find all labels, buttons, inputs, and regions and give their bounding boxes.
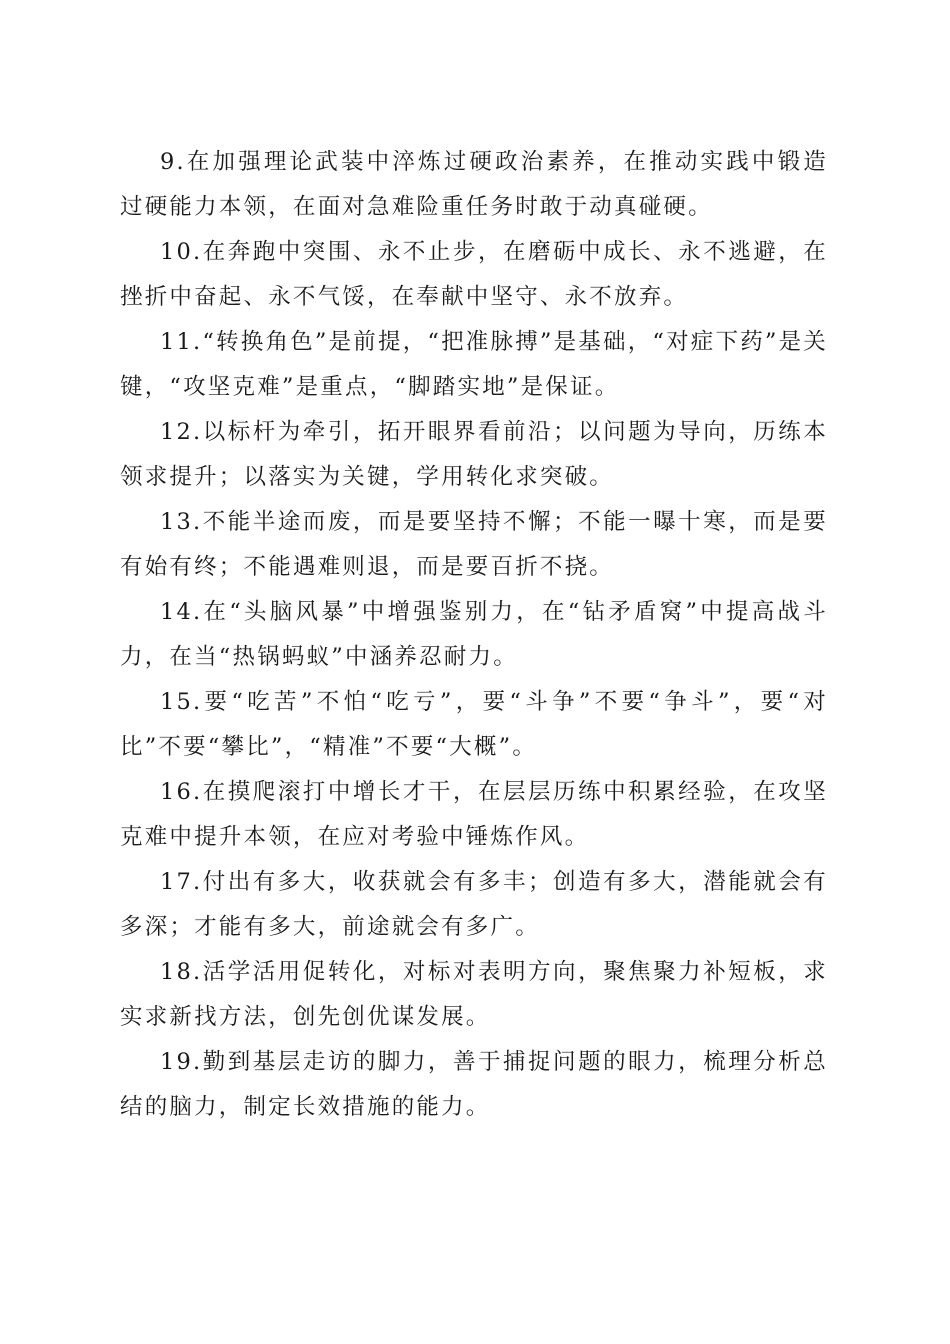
paragraph-18: 18.活学活用促转化，对标对表明方向，聚焦聚力补短板，求实求新找方法，创先创优谋发展。	[120, 959, 828, 1030]
paragraph-19: 19.勤到基层走访的脚力，善于捕捉问题的眼力，梳理分析总结的脑力，制定长效措施的能力。	[120, 1049, 828, 1120]
paragraph-16: 16.在摸爬滚打中增长才干，在层层历练中积累经验，在攻坚克难中提升本领，在应对考验中锤炼作风。	[120, 779, 828, 850]
document-body	[120, 140, 828, 1130]
paragraph-12: 12.以标杆为牵引，拓开眼界看前沿；以问题为导向，历练本领求提升；以落实为关键，学用转化求突破。	[120, 419, 828, 490]
paragraph-9: 9.在加强理论武装中淬炼过硬政治素养，在推动实践中锻造过硬能力本领，在面对急难险重任务时敢于动真碰硬。	[120, 149, 828, 220]
paragraph-10: 10.在奔跑中突围、永不止步，在磨砺中成长、永不逃避，在挫折中奋起、永不气馁，在奉献中坚守、永不放弃。	[120, 239, 828, 310]
paragraph-13: 13.不能半途而废，而是要坚持不懈；不能一曝十寒，而是要有始有终；不能遇难则退，而是要百折不挠。	[120, 509, 828, 580]
paragraph-17: 17.付出有多大，收获就会有多丰；创造有多大，潜能就会有多深；才能有多大，前途就会有多广。	[120, 869, 828, 940]
paragraph-15: 15.要“吃苦”不怕“吃亏”，要“斗争”不要“争斗”，要“对比”不要“攀比”，“精准”不要“大概”。	[120, 689, 828, 760]
paragraph-11: 11.“转换角色”是前提，“把准脉搏”是基础，“对症下药”是关键，“攻坚克难”是重点，“脚踏实地”是保证。	[120, 329, 828, 400]
paragraph-14: 14.在“头脑风暴”中增强鉴别力，在“钻矛盾窝”中提高战斗力，在当“热锅蚂蚁”中涵养忍耐力。	[120, 599, 828, 670]
